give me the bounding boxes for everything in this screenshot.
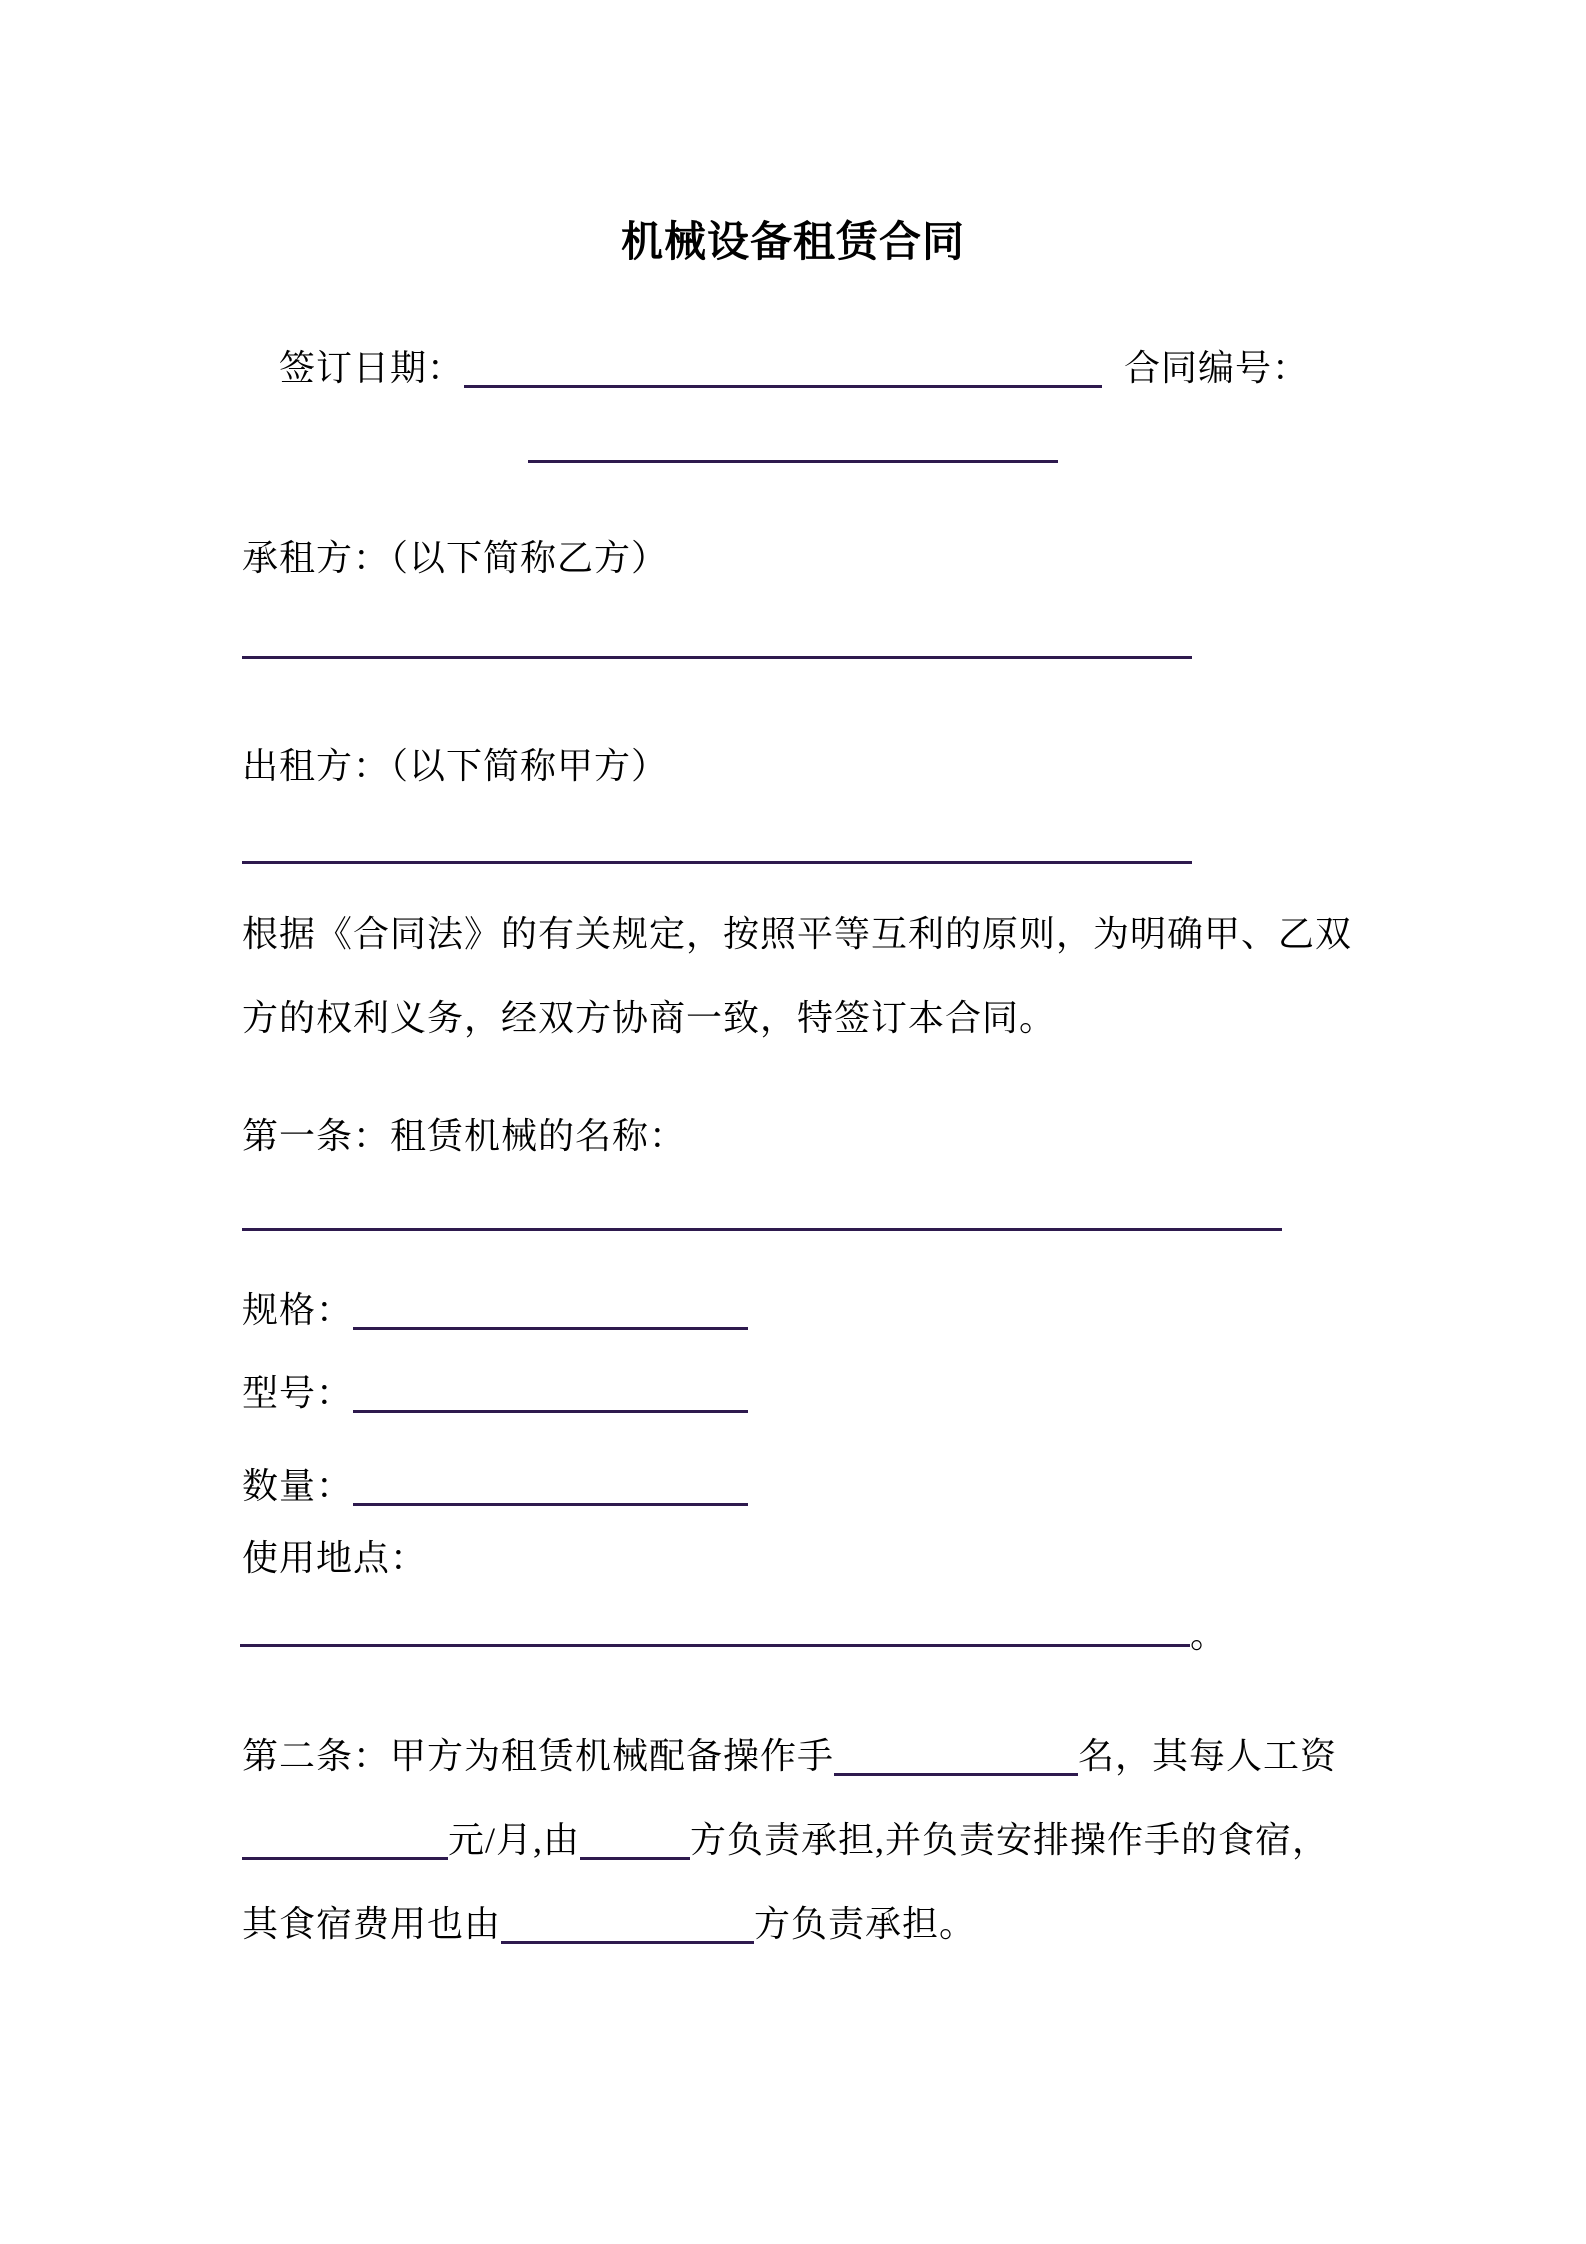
preamble-line-1: 根据《合同法》的有关规定，按照平等互利的原则，为明确甲、乙双: [242, 914, 1353, 954]
quantity-blank[interactable]: [353, 1503, 748, 1506]
location-period: 。: [1190, 1615, 1228, 1655]
lessee-label: 承租方：（以下简称乙方）: [242, 538, 669, 578]
spec-line: [242, 1292, 748, 1330]
model-blank[interactable]: [353, 1410, 748, 1413]
contract-no-label: 合同编号：: [1124, 348, 1310, 388]
quantity-label: 数量：: [242, 1466, 354, 1506]
article1-heading: 第一条：租赁机械的名称：: [242, 1116, 687, 1156]
lessee-blank-line: [242, 620, 1192, 665]
article2-line-1: [242, 1714, 1337, 1798]
article2-seg5: 其食宿费用也由: [242, 1904, 502, 1944]
lessee-blank[interactable]: [242, 620, 1192, 659]
quantity-line: [242, 1468, 748, 1506]
article2-seg4: 方负责承担,并负责安排操作手的食宿，: [690, 1820, 1330, 1860]
lodging-payer-blank[interactable]: [501, 1941, 754, 1944]
spec-blank[interactable]: [353, 1327, 748, 1330]
article2-paragraph: [242, 1714, 1337, 1966]
preamble-line-2: 方的权利义务，经双方协商一致，特签订本合同。: [242, 998, 1057, 1038]
contract-no-blank[interactable]: [528, 424, 1058, 463]
sign-date-blank[interactable]: [464, 385, 1102, 388]
lessor-blank-line: [242, 825, 1192, 870]
article2-seg3: 元/月,由: [448, 1820, 581, 1860]
location-blank-line: [240, 1608, 1227, 1653]
machine-name-blank-line: [242, 1192, 1282, 1237]
article2-seg6: 方负责承担。: [754, 1904, 977, 1944]
article2-seg1: 第二条：甲方为租赁机械配备操作手: [242, 1736, 835, 1776]
article2-line-3: [242, 1882, 1337, 1966]
lessor-blank[interactable]: [242, 825, 1192, 864]
salary-payer-blank[interactable]: [580, 1857, 690, 1860]
lessor-label: 出租方：（以下简称甲方）: [242, 746, 669, 786]
spec-label: 规格：: [242, 1290, 354, 1330]
contract-title: 机械设备租赁合同: [620, 220, 965, 266]
sign-date-label: 签订日期：: [279, 348, 465, 388]
location-label: 使用地点：: [242, 1538, 428, 1578]
location-blank[interactable]: [240, 1608, 1190, 1647]
model-label: 型号：: [242, 1373, 354, 1413]
machine-name-blank[interactable]: [242, 1192, 1282, 1231]
header-line: [279, 350, 1309, 388]
operator-count-blank[interactable]: [834, 1773, 1078, 1776]
model-line: [242, 1375, 748, 1413]
article2-line-2: [242, 1798, 1337, 1882]
article2-seg2: 名，其每人工资: [1078, 1736, 1338, 1776]
salary-blank[interactable]: [242, 1857, 448, 1860]
preamble-paragraph: [242, 892, 1352, 1060]
contract-no-blank-line: [0, 424, 1586, 469]
